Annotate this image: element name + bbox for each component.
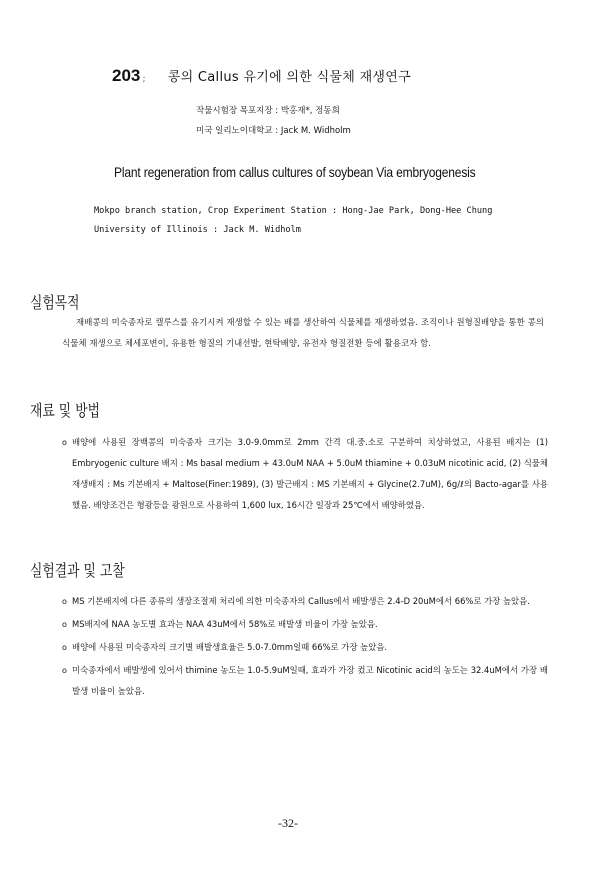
title-row bbox=[112, 66, 411, 88]
results-text: MS배지에 NAA 농도별 효과는 NAA 43uM에서 58%로 배발생 비율이 가장 높았음. bbox=[72, 619, 378, 629]
results-text: 배양에 사용된 미숙종자의 크기별 배발생효율은 5.0-7.0mm일때 66%로 가장 높았음. bbox=[72, 642, 388, 652]
affiliation-korean-2: 미국 일리노이대학교 : Jack M. Widholm bbox=[196, 126, 351, 136]
affiliation-english-2: University of Illinois : Jack M. Widholm bbox=[94, 225, 301, 235]
title-english: Plant regeneration from callus cultures of soybean Via embryogenesis bbox=[114, 164, 476, 180]
section-heading-results: 실험결과 및 고찰 bbox=[30, 561, 125, 580]
methods-text: 배양에 사용된 장백콩의 미숙종자 크기는 3.0-9.0mm로 2mm 간격 대.중.소로 구분하여 치상하였고, 사용된 배지는 (1) Embryogenic culture 배지 : Ms basal medium + 43.0uM NAA + 5.0uM thiamine + 0.03uM nicotinic acid, (2) 식물체 재생배지 : Ms 기본배지 + Maltose(Finer:1989), (3) 발근배지 : MS 기본배지 + Glycine(2.7uM), 6g/ℓ의 Bacto-agar를 사용했음. 배양조건은 형광등을 광원으로 사용하여 1,600 lux, 16시간 일장과 25℃에서 배양하였음. bbox=[72, 437, 548, 510]
title-korean: 콩의 Callus 유기에 의한 식물체 재생연구 bbox=[167, 70, 412, 85]
bullet-icon: o bbox=[62, 643, 67, 652]
page-number: -32- bbox=[278, 816, 298, 830]
results-item bbox=[62, 614, 548, 635]
purpose-paragraph: 재배콩의 미숙종자로 캘루스를 유기시켜 재생할 수 있는 배를 생산하여 식물체를 재생하였음. 조직이나 원형질배양을 통한 콩의 식물체 재생으로 체세포변이, 유용한 형질의 기내선발, 현탁배양, 유전자 형질전환 등에 활용코자 함. bbox=[62, 317, 544, 348]
results-item bbox=[62, 660, 548, 702]
margin-mark: ; bbox=[142, 73, 146, 84]
section-heading-methods: 재료 및 방법 bbox=[30, 401, 100, 420]
bullet-icon: o bbox=[62, 620, 67, 629]
affiliation-english-1: Mokpo branch station, Crop Experiment Station : Hong-Jae Park, Dong-Hee Chung bbox=[94, 206, 493, 216]
bullet-icon: o bbox=[62, 597, 67, 606]
methods-item bbox=[62, 432, 548, 516]
results-text: MS 기본배지에 다른 종류의 생장조절제 처리에 의한 미숙종자의 Callus에서 배발생은 2.4-D 20uM에서 66%로 가장 높았음. bbox=[72, 596, 530, 606]
affiliation-korean-1: 작물시험장 목포지장 : 박홍재*, 정동희 bbox=[196, 106, 340, 116]
section-heading-purpose: 실험목적 bbox=[30, 293, 80, 312]
bullet-icon: o bbox=[62, 666, 67, 675]
results-text: 미숙종자에서 배발생에 있어서 thimine 농도는 1.0-5.9uM일때, 효과가 가장 컸고 Nicotinic acid의 농도는 32.4uM에서 가장 배발생 비율이 높았음. bbox=[72, 665, 548, 696]
paper-number: 203 bbox=[112, 66, 141, 85]
methods-list bbox=[62, 432, 548, 516]
results-item bbox=[62, 637, 548, 658]
bullet-icon: o bbox=[62, 438, 67, 447]
results-list bbox=[62, 591, 548, 704]
results-item bbox=[62, 591, 548, 612]
